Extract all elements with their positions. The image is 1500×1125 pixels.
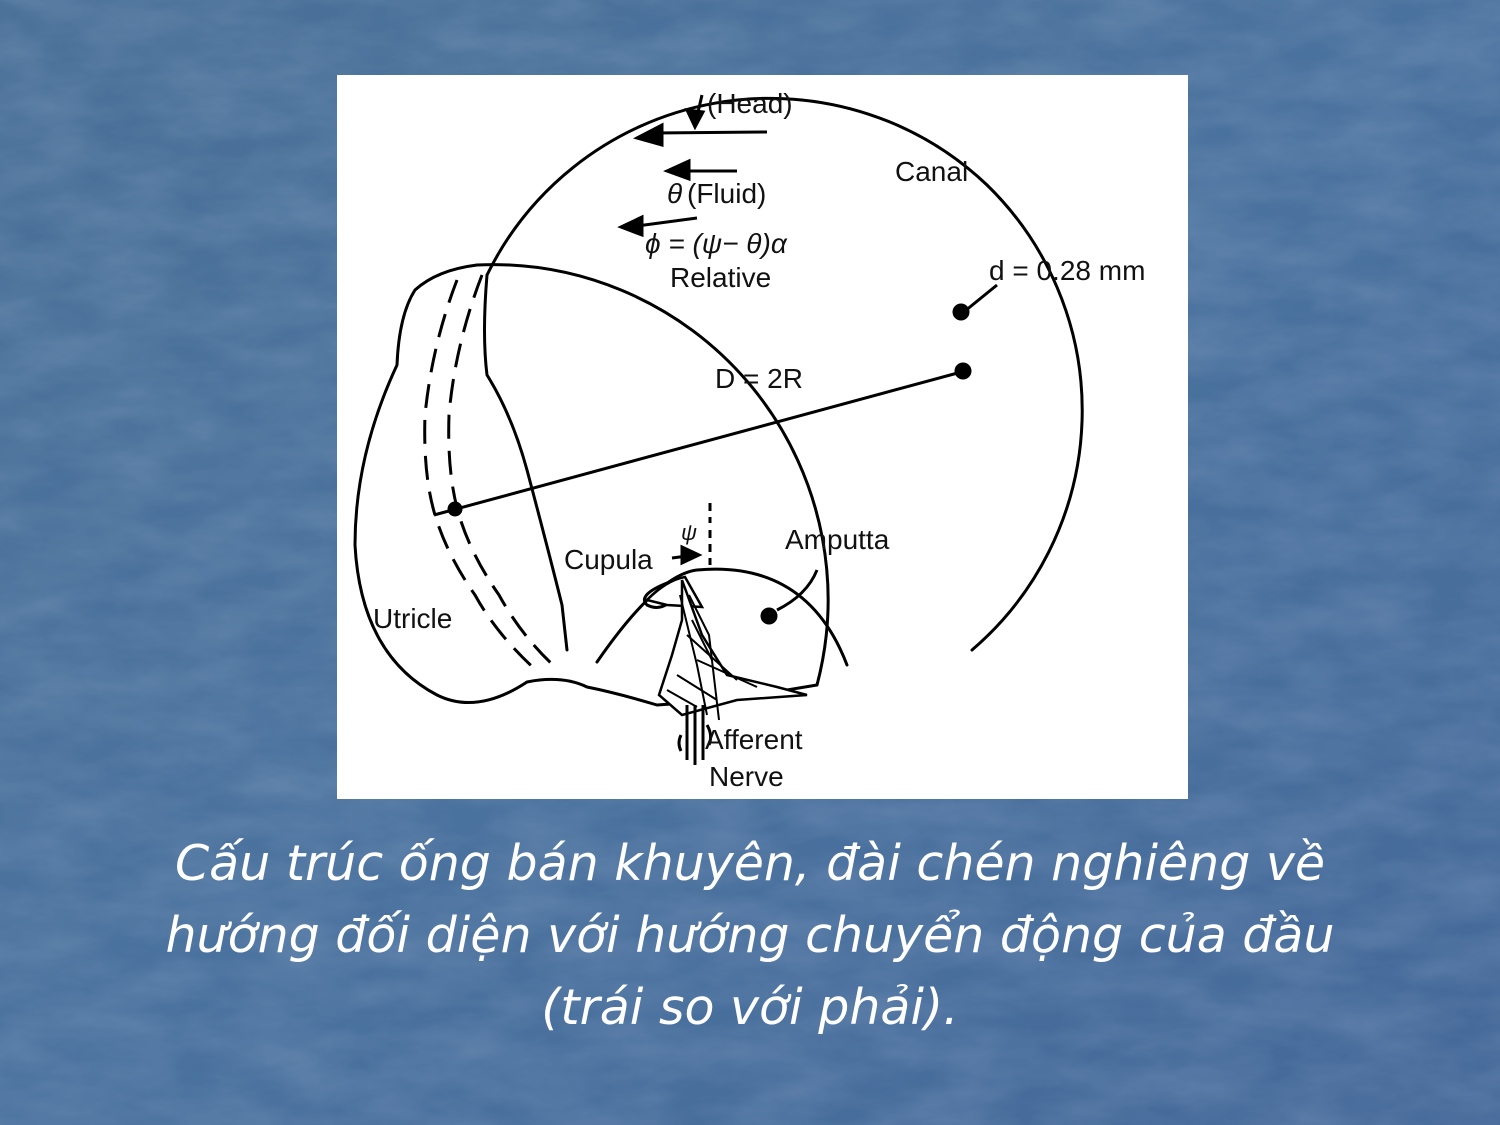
semicircular-canal-diagram bbox=[337, 75, 1188, 799]
label-cupula: Cupula bbox=[564, 544, 653, 575]
label-amputta: Amputta bbox=[785, 524, 890, 555]
label-thickness: d = 0.28 mm bbox=[989, 255, 1146, 286]
head-motion-arrow bbox=[655, 132, 767, 133]
label-utricle: Utricle bbox=[373, 603, 453, 634]
psi-symbol: ψ bbox=[681, 520, 698, 545]
label-diameter: D = 2R bbox=[715, 363, 803, 394]
caption-line-2: hướng đối diện với hướng chuyển động của đầu bbox=[165, 907, 1335, 964]
caption-line-1: Cấu trúc ống bán khuyên, đài chén nghiêng về bbox=[174, 835, 1326, 892]
label-relative: Relative bbox=[670, 262, 772, 293]
label-nerve: Nerve bbox=[709, 761, 784, 792]
caption-line-3: (trái so với phải). bbox=[541, 979, 959, 1036]
utricle-outline bbox=[355, 265, 817, 705]
label-fluid: (Fluid) bbox=[687, 178, 767, 209]
diameter-line bbox=[434, 371, 965, 515]
label-formula: ϕ = (ψ− θ)α bbox=[645, 228, 787, 259]
label-canal: Canal bbox=[895, 156, 969, 187]
slide-caption bbox=[80, 828, 1420, 1044]
diagram-panel bbox=[337, 75, 1188, 799]
label-afferent: Afferent bbox=[705, 724, 803, 755]
theta-symbol: θ bbox=[667, 178, 683, 209]
label-head: (Head) bbox=[707, 88, 793, 119]
